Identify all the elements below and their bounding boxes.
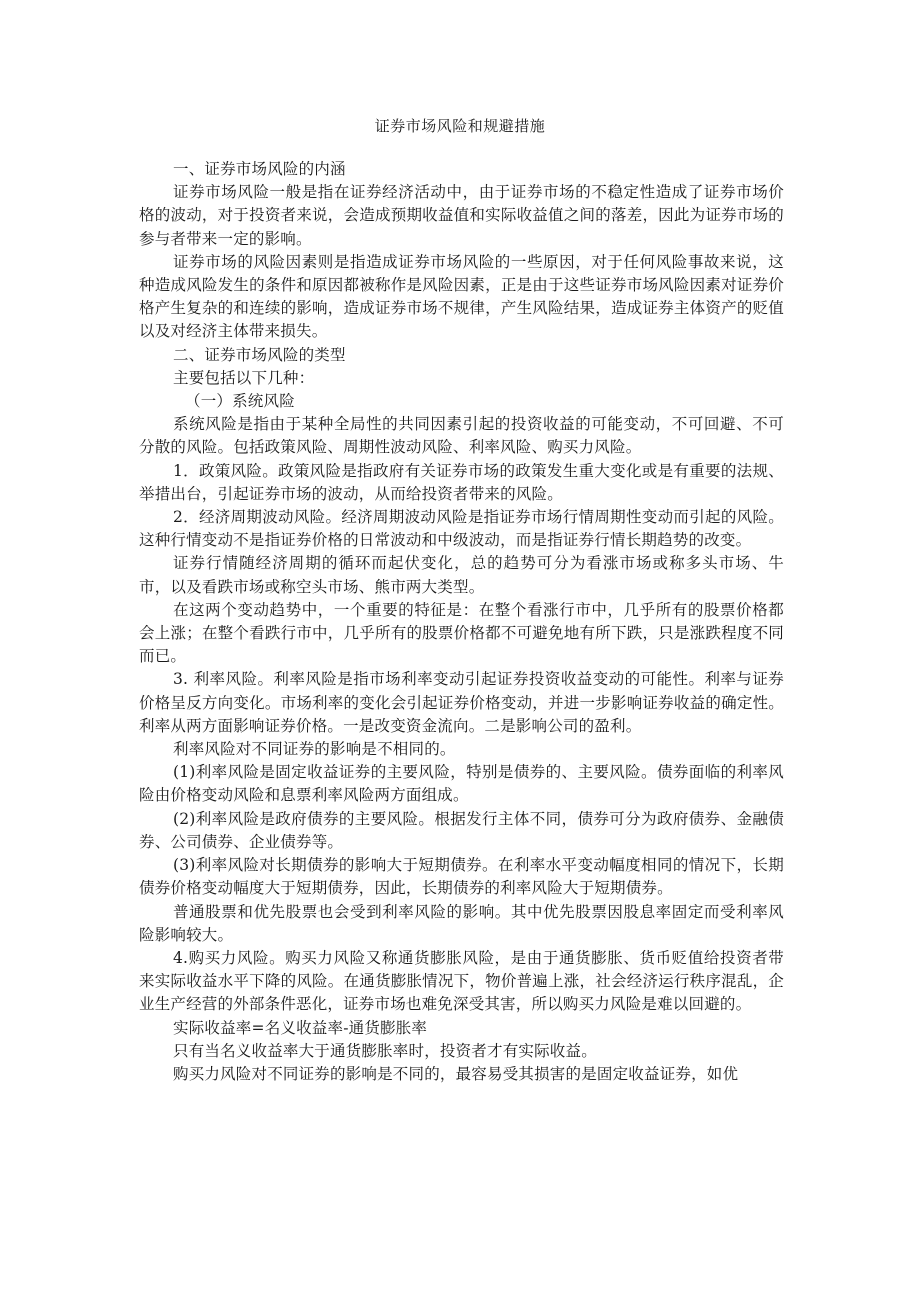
numbered-paragraph: 1．政策风险。政策风险是指政府有关证券市场的政策发生重大变化或是有重要的法规、举措出台，引起证券市场的波动，从而给投资者带来的风险。 [139,461,784,503]
paragraph: 利率风险对不同证券的影响是不相同的。 [173,740,456,759]
paragraph: 主要包括以下几种： [173,368,315,387]
paragraph: 普通股票和优先股票也会受到利率风险的影响。其中优先股票因股息率固定而受利率风险影响较大。 [139,902,784,944]
numbered-paragraph: 3. 利率风险。利率风险是指市场利率变动引起证券投资收益变动的可能性。利率与证券价格呈反方向变化。市场利率的变化会引起证券价格变动，并进一步影响证券收益的确定性。利率从两方面影响证券价格。一是改变资金流向。二是影响公司的盈利。 [139,670,784,735]
paragraph: 证券市场风险一般是指在证券经济活动中，由于证券市场的不稳定性造成了证券市场价格的波动，对于投资者来说，会造成预期收益值和实际收益值之间的落差，因此为证券市场的参与者带来一定的影响。 [139,183,784,248]
paragraph: 系统风险是指由于某种全局性的共同因素引起的投资收益的可能变动，不可回避、不可分散的风险。包括政策风险、周期性波动风险、利率风险、购买力风险。 [139,415,784,457]
document-body [139,158,784,1086]
section-heading: 一、证券市场风险的内涵 [173,160,346,178]
numbered-paragraph: 2．经济周期波动风险。经济周期波动风险是指证券市场行情周期性变动而引起的风险。这种行情变动不是指证券价格的日常波动和中级波动，而是指证券行情长期趋势的改变。 [139,508,784,550]
paragraph: 购买力风险对不同证券的影响是不同的，最容易受其损害的是固定收益证券，如优 [173,1064,739,1083]
list-paragraph: (2)利率风险是政府债券的主要风险。根据发行主体不同，债券可分为政府债券、金融债券、公司债券、企业债券等。 [139,809,784,851]
paragraph: 只有当名义收益率大于通货膨胀率时，投资者才有实际收益。 [173,1041,597,1060]
subsection-heading: （一）系统风险 [185,392,295,411]
document-title: 证券市场风险和规避措施 [374,117,546,135]
list-paragraph: (3)利率风险对长期债券的影响大于短期债券。在利率水平变动幅度相同的情况下，长期债券价格变动幅度大于短期债券，因此，长期债券的利率风险大于短期债券。 [139,856,784,898]
numbered-paragraph: 4.购买力风险。购买力风险又称通货膨胀风险，是由于通货膨胀、货币贬值给投资者带来实际收益水平下降的风险。在通货膨胀情况下，物价普遍上涨，社会经济运行秩序混乱，企业生产经营的外部条件恶化，证券市场也难免深受其害，所以购买力风险是难以回避的。 [139,948,784,1014]
paragraph: 证券市场的风险因素则是指造成证券市场风险的一些原因，对于任何风险事故来说，这种造成风险发生的条件和原因都被称作是风险因素，正是由于这些证券市场风险因素对证券价格产生复杂的和连续的影响，造成证券市场不规律，产生风险结果，造成证券主体资产的贬值以及对经济主体带来损失。 [139,252,784,341]
section-heading: 二、证券市场风险的类型 [173,345,346,364]
formula-line: 实际收益率=名义收益率-通货膨胀率 [173,1018,428,1037]
paragraph: 在这两个变动趋势中，一个重要的特征是：在整个看涨行市中，几乎所有的股票价格都会上涨；在整个看跌行市中，几乎所有的股票价格都不可避免地有所下跌，只是涨跌程度不同而已。 [139,600,784,666]
list-paragraph: (1)利率风险是固定收益证券的主要风险，特别是债券的、主要风险。债券面临的利率风险由价格变动风险和息票利率风险两方面组成。 [139,763,784,805]
paragraph: 证券行情随经济周期的循环而起伏变化，总的趋势可分为看涨市场或称多头市场、牛市，以及看跌市场或称空头市场、熊市两大类型。 [139,554,784,596]
